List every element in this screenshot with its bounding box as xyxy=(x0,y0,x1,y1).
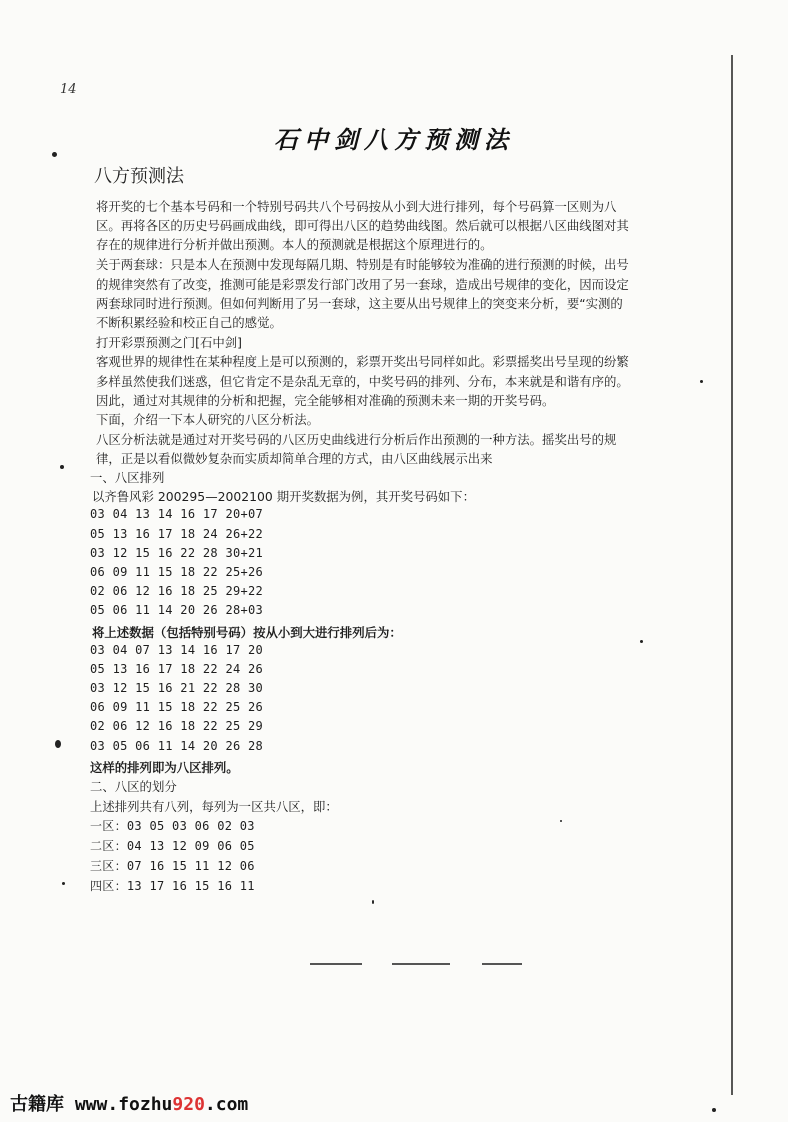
zone-row: 一区：03 05 03 06 02 03 xyxy=(90,819,255,833)
raw-draw-row: 06 09 11 15 18 22 25+26 xyxy=(90,565,264,579)
paragraph-line: 的规律突然有了改变，推测可能是彩票发行部门改用了另一套球，造成出号规律的变化，因而设定 xyxy=(96,277,629,292)
separator-dash xyxy=(310,963,362,965)
paragraph-line: 区。再将各区的历史号码画成曲线，即可得出八区的趋势曲线图。然后就可以根据八区曲线图对其 xyxy=(96,218,629,233)
section-heading: 一、八区排列 xyxy=(90,470,165,485)
scan-speck xyxy=(62,882,65,885)
paragraph-line: 将开奖的七个基本号码和一个特别号码共八个号码按从小到大进行排列，每个号码算一区则为八 xyxy=(96,199,617,214)
sorted-draw-row: 03 04 07 13 14 16 17 20 xyxy=(90,643,264,657)
page-title: 石中剑八方预测法 xyxy=(274,125,514,154)
section-conclusion: 这样的排列即为八区排列。 xyxy=(90,760,239,775)
paragraph-line: 存在的规律进行分析并做出预测。本人的预测就是根据这个原理进行的。 xyxy=(96,237,493,252)
scan-speck xyxy=(700,380,703,383)
paragraph-line: 打开彩票预测之门[石中剑] xyxy=(96,335,242,350)
sorted-draw-row: 03 12 15 16 21 22 28 30 xyxy=(90,681,264,695)
scan-speck xyxy=(55,740,61,748)
sorted-draw-row: 03 05 06 11 14 20 26 28 xyxy=(90,739,264,753)
raw-draw-row: 02 06 12 16 18 25 29+22 xyxy=(90,584,264,598)
paragraph-line: 下面，介绍一下本人研究的八区分析法。 xyxy=(96,412,320,427)
zone-row: 三区：07 16 15 11 12 06 xyxy=(90,859,255,873)
paragraph-line: 客观世界的规律性在某种程度上是可以预测的，彩票开奖出号同样如此。彩票摇奖出号呈现的纷繁 xyxy=(96,354,629,369)
margin-rule xyxy=(731,55,733,1095)
paragraph-line: 关于两套球：只是本人在预测中发现每隔几期、特别是有时能够较为准确的进行预测的时候，出号 xyxy=(96,257,629,272)
zone-row: 二区：04 13 12 09 06 05 xyxy=(90,839,255,853)
paragraph-line: 不断积累经验和校正自己的感觉。 xyxy=(96,315,282,330)
sorted-draw-row: 02 06 12 16 18 22 25 29 xyxy=(90,719,264,733)
paragraph-line: 八区分析法就是通过对开奖号码的八区历史曲线进行分析后作出预测的一种方法。摇奖出号的规 xyxy=(96,432,617,447)
scan-speck xyxy=(52,152,57,157)
separator-dash xyxy=(392,963,450,965)
paragraph-line: 多样虽然使我们迷惑，但它肯定不是杂乱无章的，中奖号码的排列、分布，本来就是和谐有序的。 xyxy=(96,374,629,389)
paragraph-line: 两套球同时进行预测。但如何判断用了另一套球，这主要从出号规律上的突变来分析，要“实测的 xyxy=(96,296,623,311)
sorted-draw-row: 05 13 16 17 18 22 24 26 xyxy=(90,662,264,676)
raw-draw-row: 03 12 15 16 22 28 30+21 xyxy=(90,546,264,560)
section-intro: 以齐鲁风彩 200295—2002100 期开奖数据为例，其开奖号码如下： xyxy=(92,489,475,504)
scan-speck xyxy=(372,900,374,904)
zone-row: 四区：13 17 16 15 16 11 xyxy=(90,879,255,893)
scan-speck xyxy=(712,1108,716,1112)
raw-draw-row: 03 04 13 14 16 17 20+07 xyxy=(90,507,264,521)
paragraph-line: 律，正是以看似微妙复杂而实质却简单合理的方式，由八区曲线展示出来 xyxy=(96,451,493,466)
raw-draw-row: 05 06 11 14 20 26 28+03 xyxy=(90,603,264,617)
page-number: 14 xyxy=(60,82,77,97)
watermark-site-name: 古籍库 xyxy=(10,1094,64,1115)
sorted-draw-row: 06 09 11 15 18 22 25 26 xyxy=(90,700,264,714)
scan-speck xyxy=(560,820,562,822)
watermark-footer xyxy=(10,1090,248,1116)
paragraph-line: 因此，通过对其规律的分析和把握，完全能够相对准确的预测未来一期的开奖号码。 xyxy=(96,393,555,408)
section-heading: 二、八区的划分 xyxy=(90,779,177,794)
scan-speck xyxy=(640,640,643,643)
scan-speck xyxy=(60,465,64,469)
separator-dash xyxy=(482,963,522,965)
sort-intro: 将上述数据（包括特别号码）按从小到大进行排列后为： xyxy=(92,625,402,640)
section-intro: 上述排列共有八列，每列为一区共八区，即： xyxy=(90,799,338,814)
section-subtitle: 八方预测法 xyxy=(94,166,184,187)
watermark-url: www.fozhu920.com xyxy=(74,1094,249,1115)
raw-draw-row: 05 13 16 17 18 24 26+22 xyxy=(90,527,264,541)
